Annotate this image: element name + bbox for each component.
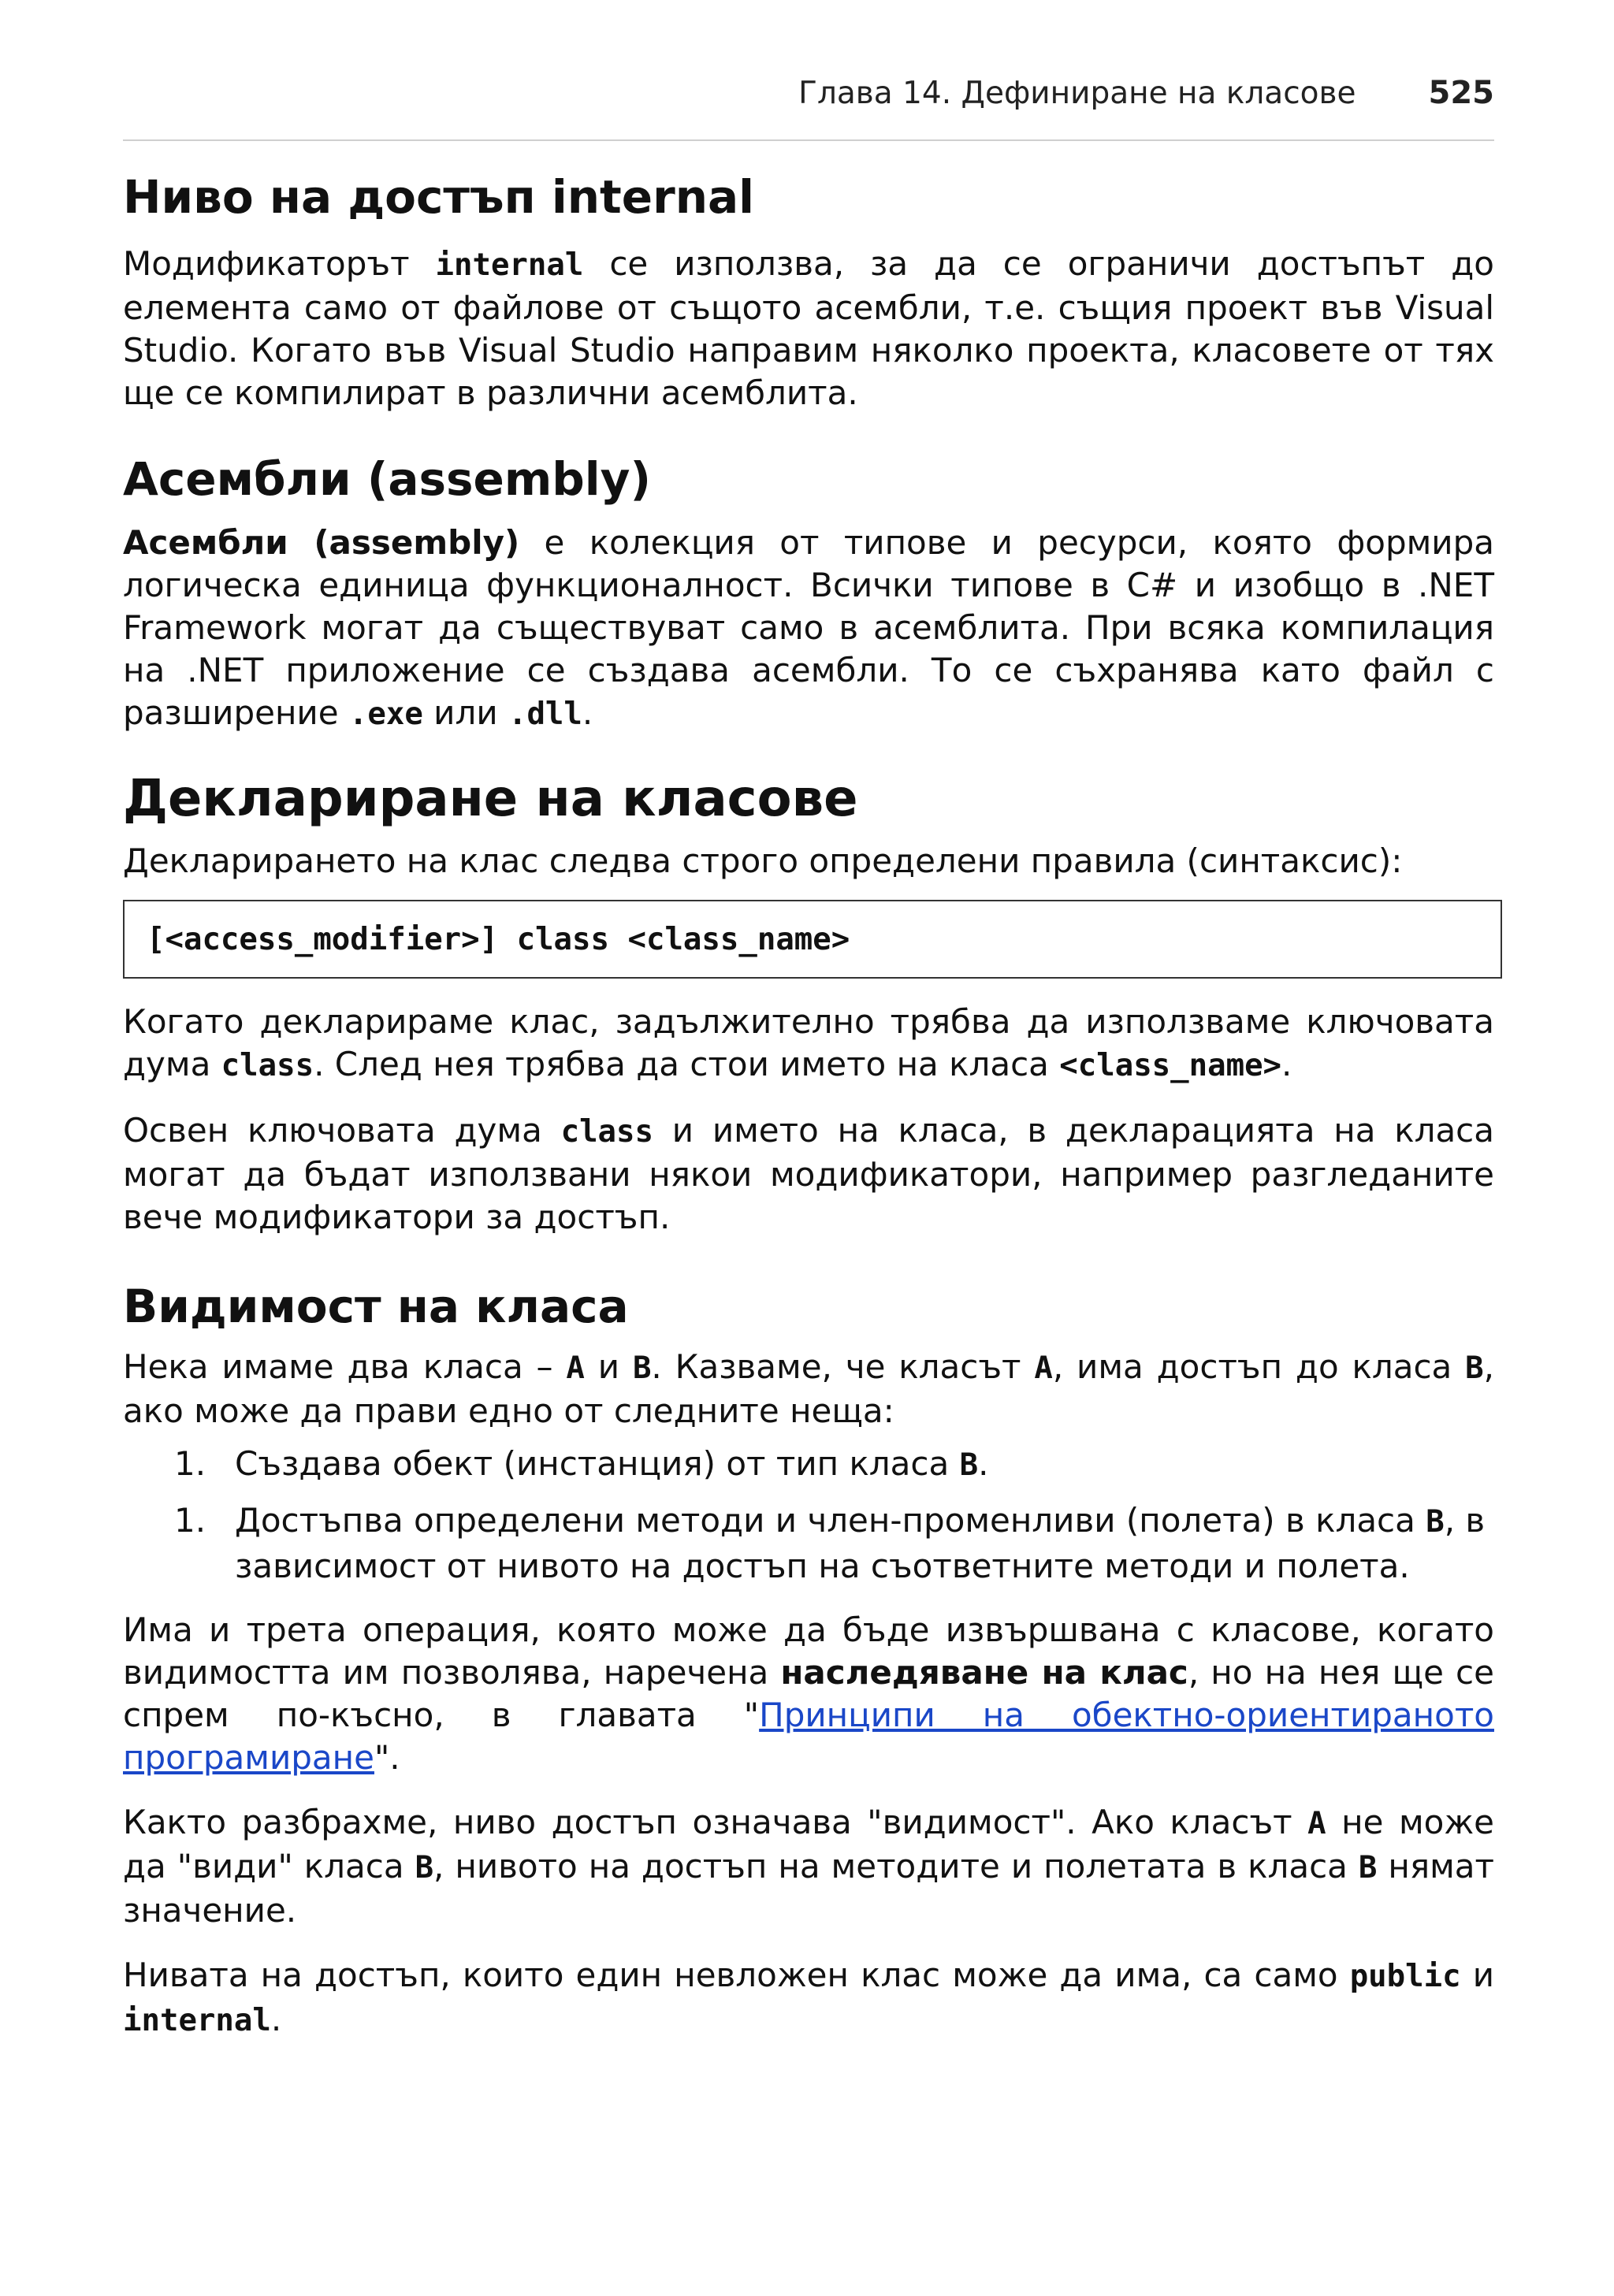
chapter-title: Глава 14. Дефиниране на класове xyxy=(798,76,1356,111)
paragraph-visibility-meaning: Както разбрахме, ниво достъп означава "видимост". Ако класът A не може да "види" класа B, нивото на достъп на методите и полетата в класа B нямат значение. xyxy=(123,1803,1495,1930)
paragraph-declaring-keyword: Когато декларираме клас, задължително трябва да използваме ключовата дума class. След нея трябва да стои името на класа <class_name>. xyxy=(123,1002,1494,1083)
paragraph-declaring-intro: Декларирането на клас следва строго определени правила (синтаксис): xyxy=(123,841,1403,880)
code-class-keyword-2: class xyxy=(560,1114,653,1150)
page-content xyxy=(123,169,1494,2042)
code-internal-2: internal xyxy=(123,2003,271,2038)
paragraph-assembly: Асембли (assembly) е колекция от типове и ресурси, която формира логическа единица функционалност. Всички типове в C# и изобщо в .NET Framework могат да съществуват само в асемблита. При всяка компилация на .NET приложение се създава асембли. То се съхранява като файл с разширение .exe или .dll. xyxy=(123,523,1494,732)
paragraph-visibility-intro: Нека имаме два класа – A и B. Казваме, че класът A, има достъп до класа B, ако може да прави едно от следните неща: xyxy=(123,1347,1494,1430)
paragraph-visibility-inheritance: Има и трета операция, която може да бъде извършвана с класове, когато видимостта им позволява, наречена наследяване на клас, но на нея ще се спрем по-късно, в главата "Принципи на обектно-ориентираното програмиране". xyxy=(123,1611,1494,1777)
access-conditions-list xyxy=(123,1442,1494,1588)
code-dll: .dll xyxy=(508,697,582,732)
list-item: 1. Създава обект (инстанция) от тип класа B. xyxy=(174,1444,989,1483)
code-exe: .exe xyxy=(348,697,423,732)
running-header xyxy=(123,76,1494,111)
code-block-class-syntax xyxy=(123,900,1502,979)
code-class-syntax: [<access_modifier>] class <class_name> xyxy=(147,921,850,957)
heading-class-visibility: Видимост на класа xyxy=(123,1280,629,1333)
paragraph-internal: Модификаторът internal се използва, за да се ограничи достъпът до елемента само от файлове от същото асембли, т.е. същия проект във Visual Studio. Когато във Visual Studio направим няколко проекта, класовете от тях ще се компилират в различни асемблита. xyxy=(123,244,1494,412)
code-class-keyword: class xyxy=(221,1048,314,1083)
paragraph-declaring-modifiers: Освен ключовата дума class и името на класа, в декларацията на класа могат да бъдат използвани някои модификатори, например разгледаните вече модификатори за достъп. xyxy=(123,1111,1495,1236)
list-item: 1. Достъпва определени методи и член-променливи (полета) в класа B, в зависимост от нивото на достъп на съответните методи и полета. xyxy=(174,1501,1486,1585)
term-assembly: Асембли (assembly) xyxy=(123,523,520,562)
paragraph-visibility-levels: Нивата на достъп, които един невложен клас може да има, са само public и internal. xyxy=(123,1956,1494,2038)
page-number: 525 xyxy=(1428,75,1494,111)
link-oop-principles-chapter[interactable]: Принципи на обектно-ориентираното програмиране xyxy=(123,1696,1494,1777)
code-internal: internal xyxy=(435,247,584,283)
header-divider xyxy=(123,139,1494,141)
heading-assembly: Асембли (assembly) xyxy=(123,452,652,506)
heading-internal: Ниво на достъп internal xyxy=(123,170,755,224)
code-class-name: <class_name> xyxy=(1059,1048,1282,1083)
code-public: public xyxy=(1349,1959,1461,1994)
term-inheritance: наследяване на клас xyxy=(780,1653,1188,1692)
heading-declaring-classes: Деклариране на класове xyxy=(123,770,858,828)
